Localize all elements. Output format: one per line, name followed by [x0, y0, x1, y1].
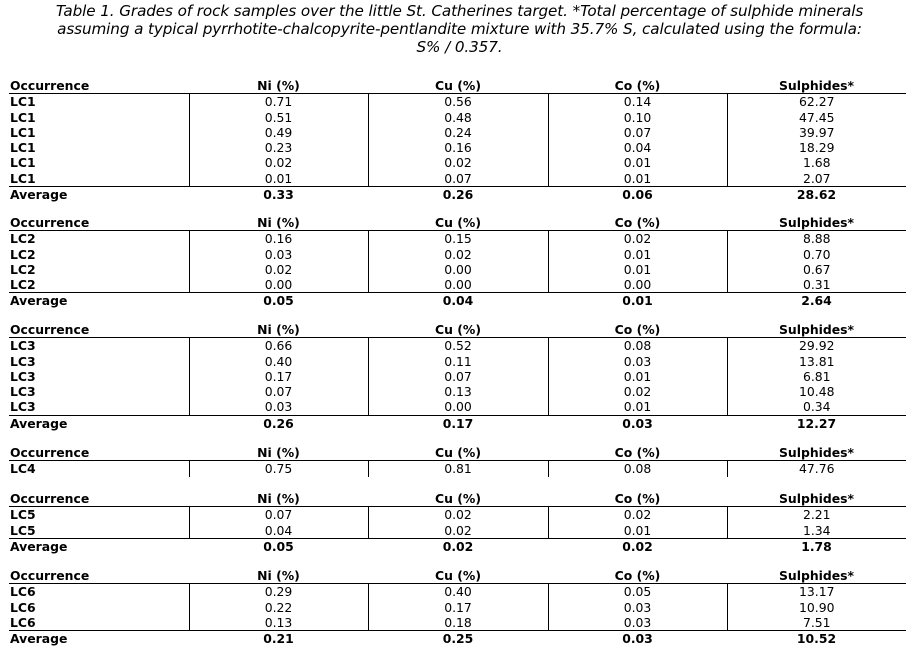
occurrence-cell: LC1: [10, 155, 36, 171]
table-row: [9, 140, 906, 155]
average-ni: 0.21: [189, 631, 368, 647]
cu-cell: 0.00: [368, 277, 548, 293]
table-row: [9, 523, 906, 539]
average-cu: 0.02: [368, 538, 548, 554]
occurrence-cell: LC3: [10, 399, 36, 415]
average-co: 0.03: [548, 415, 727, 431]
co-cell: 0.03: [548, 354, 727, 369]
occurrence-cell: LC6: [10, 614, 36, 630]
table-header-row: [9, 568, 906, 584]
caption-line: assuming a typical pyrrhotite-chalcopyrite-pentlandite mixture with 35.7% S, calculated using the formula:: [57, 20, 862, 38]
ni-cell: 0.07: [189, 507, 368, 523]
co-cell: 0.08: [548, 461, 727, 477]
occurrence-cell: LC1: [10, 124, 36, 140]
table-row: [9, 399, 906, 415]
table-row: [9, 94, 906, 110]
column-header-sulphides: Sulphides*: [727, 322, 906, 338]
column-header-sulphides: Sulphides*: [727, 445, 906, 461]
cu-cell: 0.02: [368, 155, 548, 170]
average-row: [9, 293, 906, 309]
average-co: 0.06: [548, 187, 727, 203]
cu-cell: 0.48: [368, 110, 548, 125]
column-header-ni: Ni (%): [189, 491, 368, 507]
co-cell: 0.04: [548, 140, 727, 155]
sulphides-cell: 47.76: [727, 461, 906, 477]
table-header-row: [9, 322, 906, 338]
average-co: 0.01: [548, 293, 727, 309]
ni-cell: 0.23: [189, 140, 368, 155]
average-label: Average: [9, 631, 189, 647]
average-co: 0.03: [548, 631, 727, 647]
sulphides-cell: 13.81: [727, 354, 906, 369]
average-label: Average: [9, 415, 189, 431]
co-cell: 0.05: [548, 584, 727, 600]
table-row: [9, 110, 906, 125]
cu-cell: 0.18: [368, 615, 548, 631]
co-cell: 0.07: [548, 125, 727, 140]
sulphides-cell: 0.70: [727, 247, 906, 262]
sulphides-cell: 10.48: [727, 384, 906, 399]
average-ni: 0.05: [189, 538, 368, 554]
ni-cell: 0.02: [189, 262, 368, 277]
occurrence-cell: LC2: [10, 261, 36, 277]
cu-cell: 0.11: [368, 354, 548, 369]
column-header-occurrence: Occurrence: [9, 78, 189, 94]
cu-cell: 0.17: [368, 600, 548, 615]
table-header-row: [9, 491, 906, 507]
ni-cell: 0.16: [189, 231, 368, 247]
column-header-cu: Cu (%): [368, 215, 548, 231]
column-header-cu: Cu (%): [368, 491, 548, 507]
co-cell: 0.00: [548, 277, 727, 293]
column-header-cu: Cu (%): [368, 78, 548, 94]
sulphides-cell: 6.81: [727, 369, 906, 384]
cu-cell: 0.16: [368, 140, 548, 155]
table-header-row: [9, 78, 906, 94]
table-row: [9, 584, 906, 600]
column-header-cu: Cu (%): [368, 322, 548, 338]
ni-cell: 0.01: [189, 171, 368, 187]
sulphides-cell: 0.67: [727, 262, 906, 277]
column-header-co: Co (%): [548, 491, 727, 507]
average-sulphides: 10.52: [727, 631, 906, 647]
sulphides-cell: 0.31: [727, 277, 906, 293]
cu-cell: 0.24: [368, 125, 548, 140]
column-header-ni: Ni (%): [189, 322, 368, 338]
co-cell: 0.01: [548, 171, 727, 187]
ni-cell: 0.22: [189, 600, 368, 615]
cu-cell: 0.00: [368, 262, 548, 277]
sulphides-cell: 29.92: [727, 338, 906, 354]
table-row: [9, 507, 906, 523]
average-sulphides: 2.64: [727, 293, 906, 309]
co-cell: 0.01: [548, 262, 727, 277]
average-cu: 0.25: [368, 631, 548, 647]
occurrence-cell: LC6: [10, 584, 36, 600]
average-label: Average: [9, 538, 189, 554]
cu-cell: 0.81: [368, 461, 548, 477]
grade-table: [9, 78, 906, 202]
ni-cell: 0.00: [189, 277, 368, 293]
sulphides-cell: 1.68: [727, 155, 906, 170]
sulphides-cell: 47.45: [727, 110, 906, 125]
column-header-ni: Ni (%): [189, 78, 368, 94]
cu-cell: 0.52: [368, 338, 548, 354]
co-cell: 0.01: [548, 523, 727, 539]
sulphides-cell: 7.51: [727, 615, 906, 631]
sulphides-cell: 18.29: [727, 140, 906, 155]
ni-cell: 0.49: [189, 125, 368, 140]
sulphides-cell: 1.34: [727, 523, 906, 539]
table-row: [9, 125, 906, 140]
average-cu: 0.17: [368, 415, 548, 431]
column-header-occurrence: Occurrence: [9, 445, 189, 461]
occurrence-cell: LC5: [10, 522, 36, 538]
ni-cell: 0.03: [189, 399, 368, 415]
average-sulphides: 28.62: [727, 187, 906, 203]
co-cell: 0.03: [548, 615, 727, 631]
ni-cell: 0.13: [189, 615, 368, 631]
ni-cell: 0.03: [189, 247, 368, 262]
column-header-cu: Cu (%): [368, 445, 548, 461]
table-row: [9, 600, 906, 615]
average-cu: 0.04: [368, 293, 548, 309]
occurrence-cell: LC3: [10, 384, 36, 400]
average-co: 0.02: [548, 538, 727, 554]
table-header-row: [9, 215, 906, 231]
ni-cell: 0.40: [189, 354, 368, 369]
column-header-ni: Ni (%): [189, 215, 368, 231]
cu-cell: 0.40: [368, 584, 548, 600]
average-label: Average: [9, 187, 189, 203]
grade-table: [9, 445, 906, 477]
ni-cell: 0.75: [189, 461, 368, 477]
sulphides-cell: 10.90: [727, 600, 906, 615]
column-header-occurrence: Occurrence: [9, 491, 189, 507]
co-cell: 0.01: [548, 155, 727, 170]
column-header-ni: Ni (%): [189, 445, 368, 461]
occurrence-cell: LC3: [10, 368, 36, 384]
occurrence-cell: LC1: [10, 94, 36, 110]
table-caption: [0, 2, 919, 56]
average-cu: 0.26: [368, 187, 548, 203]
table-row: [9, 247, 906, 262]
cu-cell: 0.07: [368, 369, 548, 384]
co-cell: 0.14: [548, 94, 727, 110]
co-cell: 0.08: [548, 338, 727, 354]
average-sulphides: 1.78: [727, 538, 906, 554]
ni-cell: 0.04: [189, 523, 368, 539]
ni-cell: 0.51: [189, 110, 368, 125]
average-row: [9, 187, 906, 203]
co-cell: 0.01: [548, 369, 727, 384]
column-header-occurrence: Occurrence: [9, 322, 189, 338]
ni-cell: 0.07: [189, 384, 368, 399]
average-row: [9, 631, 906, 647]
table-row: [9, 354, 906, 369]
table-row: [9, 171, 906, 187]
table-header-row: [9, 445, 906, 461]
co-cell: 0.10: [548, 110, 727, 125]
table-row: [9, 155, 906, 170]
table-row: [9, 231, 906, 247]
column-header-occurrence: Occurrence: [9, 215, 189, 231]
occurrence-cell: LC1: [10, 140, 36, 156]
grade-table: [9, 568, 906, 646]
cu-cell: 0.02: [368, 523, 548, 539]
occurrence-cell: LC1: [10, 170, 36, 186]
sulphides-cell: 2.07: [727, 171, 906, 187]
cu-cell: 0.00: [368, 399, 548, 415]
column-header-co: Co (%): [548, 215, 727, 231]
occurrence-cell: LC2: [10, 246, 36, 262]
sulphides-cell: 8.88: [727, 231, 906, 247]
table-row: [9, 277, 906, 293]
caption-line: Table 1. Grades of rock samples over the little St. Catherines target. *Total percentage of sulphide minerals: [55, 2, 864, 20]
table-row: [9, 384, 906, 399]
column-header-co: Co (%): [548, 322, 727, 338]
ni-cell: 0.02: [189, 155, 368, 170]
column-header-cu: Cu (%): [368, 568, 548, 584]
column-header-co: Co (%): [548, 445, 727, 461]
co-cell: 0.02: [548, 384, 727, 399]
cu-cell: 0.56: [368, 94, 548, 110]
caption-line: S% / 0.357.: [416, 38, 503, 56]
table-row: [9, 615, 906, 631]
sulphides-cell: 13.17: [727, 584, 906, 600]
table-row: [9, 461, 906, 477]
grade-table: [9, 322, 906, 431]
ni-cell: 0.29: [189, 584, 368, 600]
column-header-co: Co (%): [548, 78, 727, 94]
occurrence-cell: LC3: [10, 338, 36, 354]
table-row: [9, 369, 906, 384]
co-cell: 0.03: [548, 600, 727, 615]
average-ni: 0.05: [189, 293, 368, 309]
co-cell: 0.01: [548, 399, 727, 415]
ni-cell: 0.71: [189, 94, 368, 110]
average-row: [9, 415, 906, 431]
average-row: [9, 538, 906, 554]
sulphides-cell: 2.21: [727, 507, 906, 523]
average-ni: 0.26: [189, 415, 368, 431]
cu-cell: 0.13: [368, 384, 548, 399]
occurrence-cell: LC4: [10, 461, 36, 477]
occurrence-cell: LC6: [10, 599, 36, 615]
occurrence-cell: LC3: [10, 353, 36, 369]
co-cell: 0.02: [548, 507, 727, 523]
co-cell: 0.01: [548, 247, 727, 262]
table-row: [9, 338, 906, 354]
occurrence-cell: LC1: [10, 109, 36, 125]
column-header-co: Co (%): [548, 568, 727, 584]
column-header-sulphides: Sulphides*: [727, 215, 906, 231]
ni-cell: 0.17: [189, 369, 368, 384]
table-row: [9, 262, 906, 277]
occurrence-cell: LC5: [10, 507, 36, 523]
cu-cell: 0.07: [368, 171, 548, 187]
column-header-sulphides: Sulphides*: [727, 78, 906, 94]
column-header-sulphides: Sulphides*: [727, 491, 906, 507]
occurrence-cell: LC2: [10, 277, 36, 293]
column-header-sulphides: Sulphides*: [727, 568, 906, 584]
sulphides-cell: 0.34: [727, 399, 906, 415]
grade-table: [9, 491, 906, 554]
cu-cell: 0.15: [368, 231, 548, 247]
grade-table: [9, 215, 906, 309]
average-sulphides: 12.27: [727, 415, 906, 431]
cu-cell: 0.02: [368, 247, 548, 262]
co-cell: 0.02: [548, 231, 727, 247]
column-header-ni: Ni (%): [189, 568, 368, 584]
occurrence-cell: LC2: [10, 231, 36, 247]
average-label: Average: [9, 293, 189, 309]
ni-cell: 0.66: [189, 338, 368, 354]
sulphides-cell: 39.97: [727, 125, 906, 140]
cu-cell: 0.02: [368, 507, 548, 523]
column-header-occurrence: Occurrence: [9, 568, 189, 584]
average-ni: 0.33: [189, 187, 368, 203]
sulphides-cell: 62.27: [727, 94, 906, 110]
